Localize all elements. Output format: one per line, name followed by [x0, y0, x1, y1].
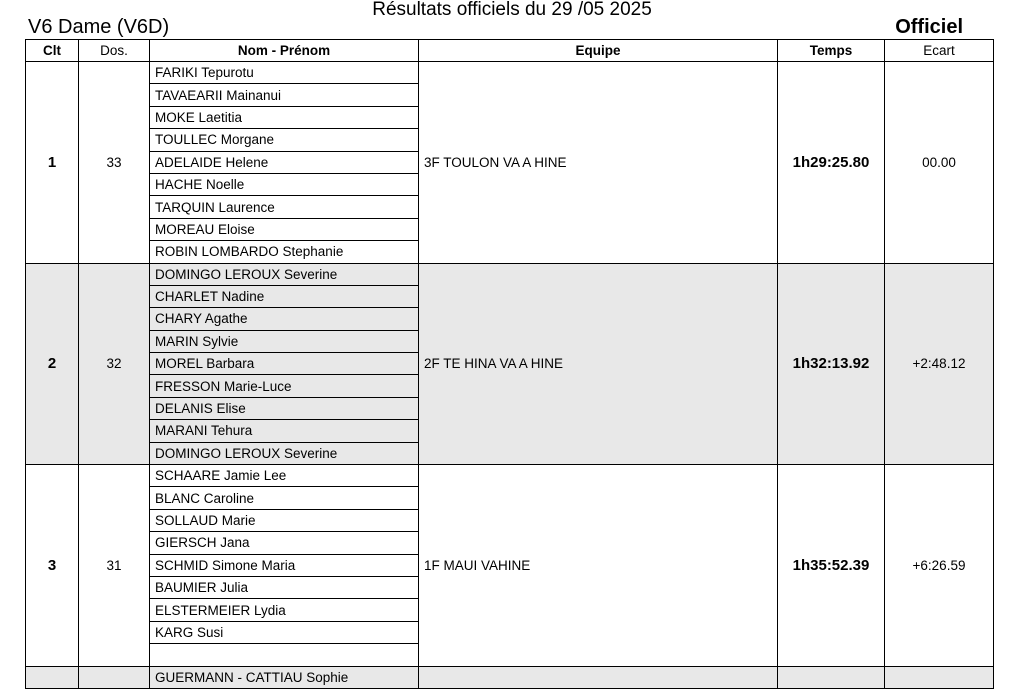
member-name: SOLLAUD Marie [150, 509, 419, 531]
gap-cell: 00.00 [885, 62, 994, 264]
bib-cell: 32 [79, 263, 150, 465]
column-header-time: Temps [778, 40, 885, 62]
member-name: ROBIN LOMBARDO Stephanie [150, 241, 419, 263]
time-cell: 1h32:13.92 [778, 263, 885, 465]
gap-cell: +2:48.12 [885, 263, 994, 465]
time-cell: 1h35:52.39 [778, 465, 885, 667]
table-header-row [26, 40, 994, 62]
rank-cell [26, 666, 79, 688]
rank-cell: 2 [26, 263, 79, 465]
member-name: GIERSCH Jana [150, 532, 419, 554]
member-name: CHARLET Nadine [150, 285, 419, 307]
member-name [150, 644, 419, 666]
member-name: ADELAIDE Helene [150, 151, 419, 173]
member-name: FRESSON Marie-Luce [150, 375, 419, 397]
results-table [25, 39, 994, 689]
member-name: BAUMIER Julia [150, 576, 419, 598]
team-cell: 3F TOULON VA A HINE [419, 62, 778, 264]
member-name: MOREAU Eloise [150, 218, 419, 240]
bib-cell: 31 [79, 465, 150, 667]
page-title: Résultats officiels du 29 /05 2025 [372, 0, 652, 20]
rank-cell: 1 [26, 62, 79, 264]
member-name: SCHAARE Jamie Lee [150, 465, 419, 487]
member-name: DELANIS Elise [150, 397, 419, 419]
member-name: TAVAEARII Mainanui [150, 84, 419, 106]
member-name: TARQUIN Laurence [150, 196, 419, 218]
member-name: MARIN Sylvie [150, 330, 419, 352]
table-row [26, 465, 994, 487]
member-name: BLANC Caroline [150, 487, 419, 509]
member-name: TOULLEC Morgane [150, 129, 419, 151]
gap-cell: +6:26.59 [885, 465, 994, 667]
column-header-name: Nom - Prénom [150, 40, 419, 62]
member-name: KARG Susi [150, 621, 419, 643]
column-header-bib: Dos. [79, 40, 150, 62]
member-name: CHARY Agathe [150, 308, 419, 330]
gap-cell [885, 666, 994, 688]
member-name: MARANI Tehura [150, 420, 419, 442]
bib-cell: 33 [79, 62, 150, 264]
member-name: ELSTERMEIER Lydia [150, 599, 419, 621]
column-header-team: Equipe [419, 40, 778, 62]
table-row [26, 62, 994, 84]
member-name: DOMINGO LEROUX Severine [150, 263, 419, 285]
table-row [26, 666, 994, 688]
official-status: Officiel [895, 16, 963, 38]
column-header-rank: Clt [26, 40, 79, 62]
team-cell: 1F MAUI VAHINE [419, 465, 778, 667]
member-name: MOKE Laetitia [150, 106, 419, 128]
table-row [26, 263, 994, 285]
time-cell [778, 666, 885, 688]
member-name: HACHE Noelle [150, 173, 419, 195]
member-name: DOMINGO LEROUX Severine [150, 442, 419, 464]
member-name: SCHMID Simone Maria [150, 554, 419, 576]
member-name: FARIKI Tepurotu [150, 62, 419, 84]
results-body [26, 62, 994, 689]
category-label: V6 Dame (V6D) [28, 16, 170, 38]
time-cell: 1h29:25.80 [778, 62, 885, 264]
team-cell [419, 666, 778, 688]
rank-cell: 3 [26, 465, 79, 667]
column-header-gap: Ecart [885, 40, 994, 62]
team-cell: 2F TE HINA VA A HINE [419, 263, 778, 465]
bib-cell [79, 666, 150, 688]
member-name: GUERMANN - CATTIAU Sophie [150, 666, 419, 688]
member-name: MOREL Barbara [150, 353, 419, 375]
